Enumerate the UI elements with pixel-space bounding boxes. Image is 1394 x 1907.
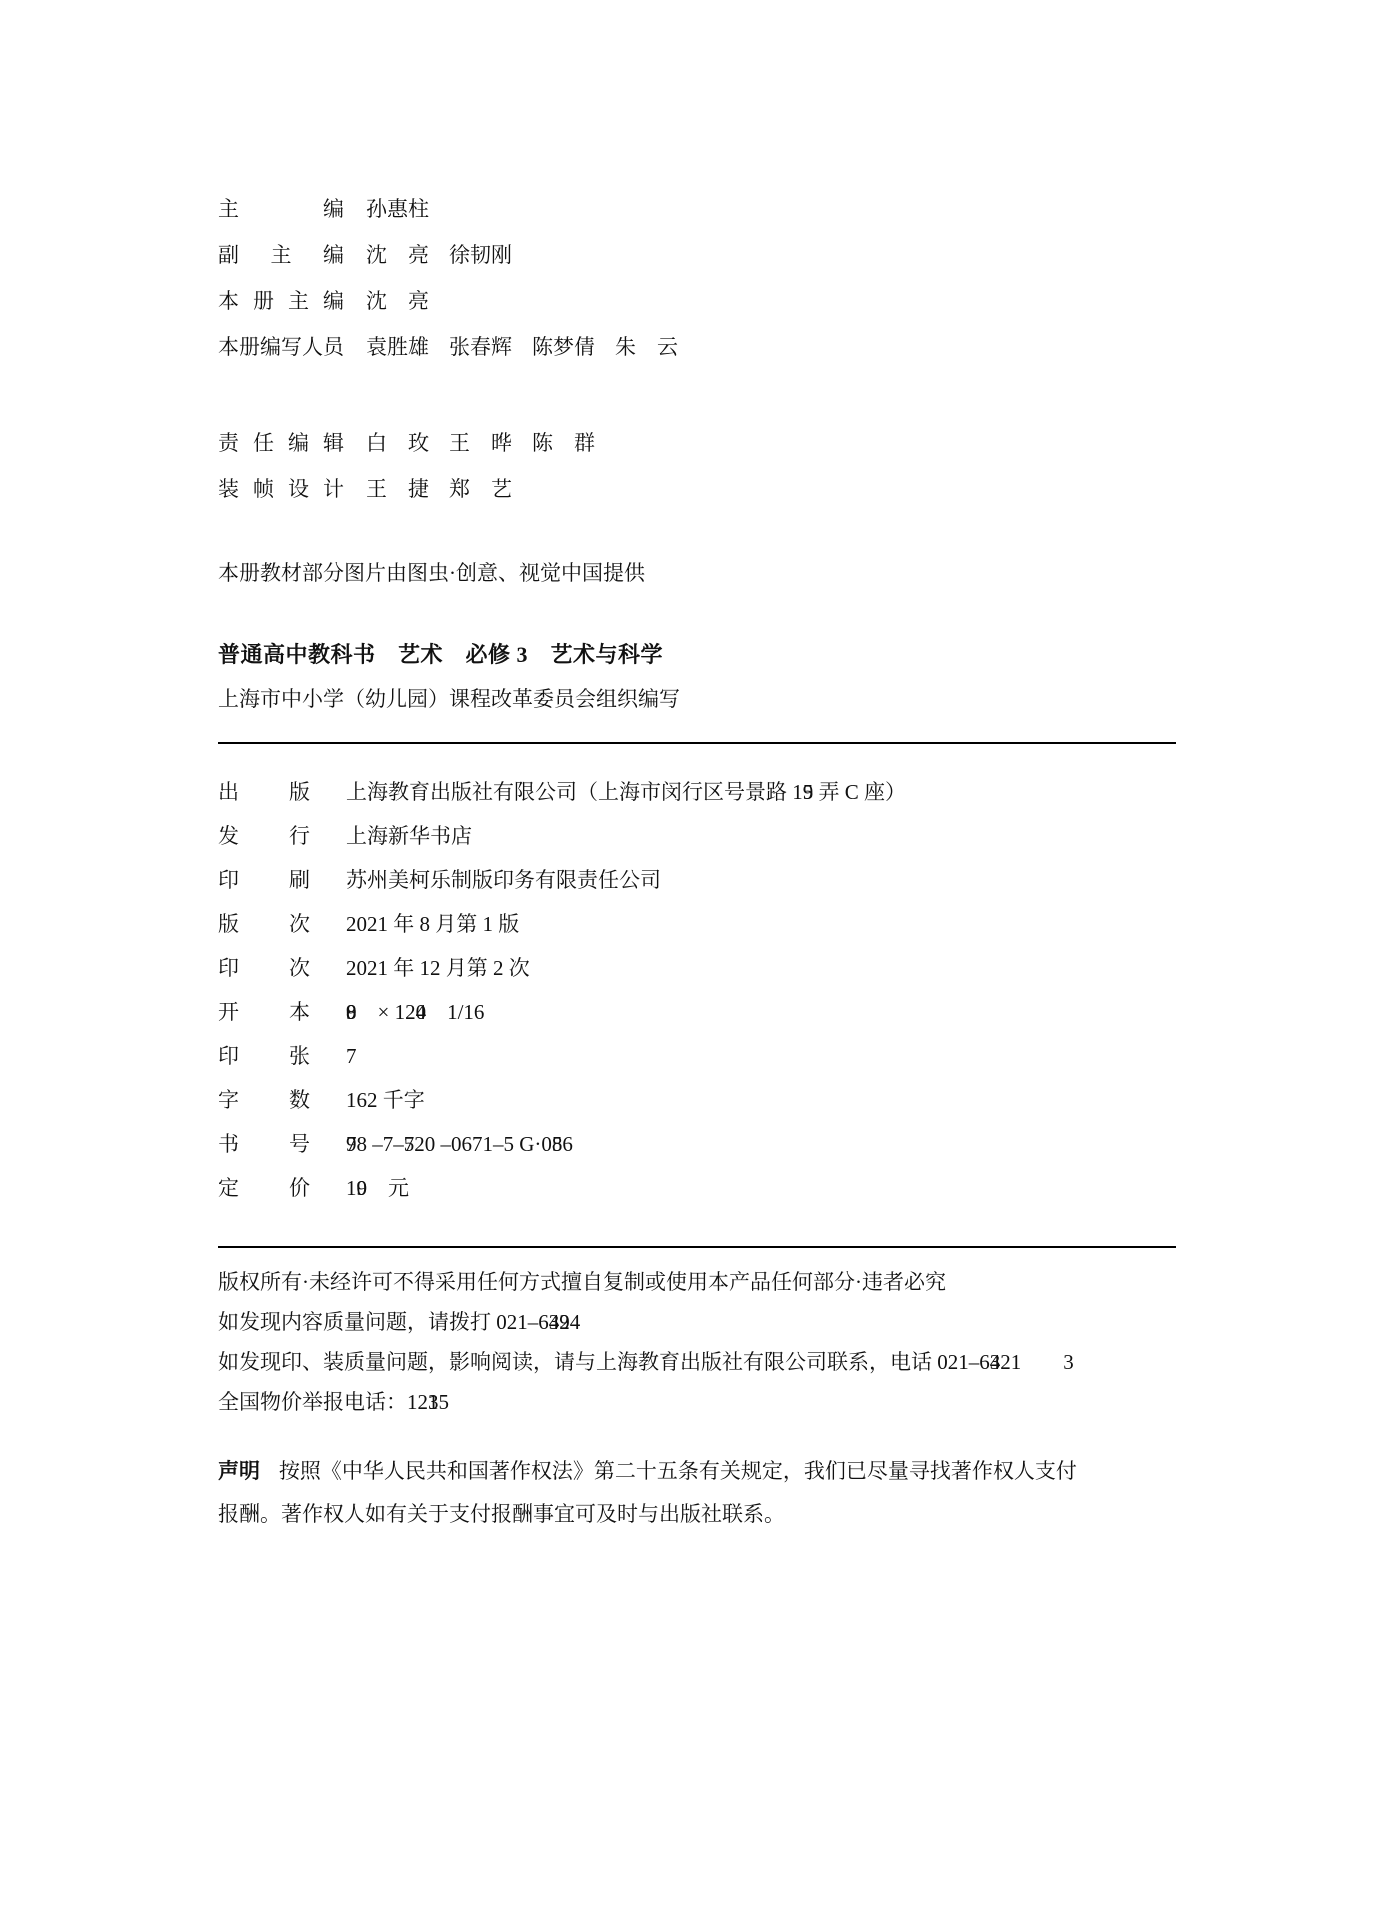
divider-top (218, 742, 1176, 744)
person-name: 沈 亮 (366, 243, 429, 267)
credit-label: 本册编写人员 (218, 335, 344, 359)
colophon-value (346, 868, 661, 892)
colophon-label: 开本 (218, 1000, 310, 1024)
text-segment: 2021 年 8 月第 1 版 (346, 912, 520, 936)
text-segment: 4 (569, 1310, 581, 1334)
text-segment: 21 (1000, 1350, 1022, 1374)
credit-label: 主编 (218, 197, 344, 221)
book-series-title: 普通高中教科书 艺术 必修 3 艺术与科学 (218, 642, 664, 667)
colophon-row (218, 1122, 1176, 1166)
colophon-row (218, 814, 1176, 858)
text-segment: 2021 年 12 月第 2 次 (346, 956, 530, 980)
credit-row (218, 324, 1176, 370)
declaration-text-1: 按照《中华人民共和国著作权法》第二十五条有关规定，我们已尽量寻找著作权人支付 (278, 1459, 1077, 1483)
copyright-notices-block (218, 1262, 1176, 1422)
text-segment: 162 千字 (346, 1088, 425, 1112)
colophon-value (346, 1044, 357, 1068)
editor-credits-block (218, 0, 1176, 370)
colophon-value (346, 780, 906, 804)
colophon-label: 印刷 (218, 868, 310, 892)
publication-info-block (218, 770, 1176, 1210)
credit-row (218, 232, 1176, 278)
colophon-label: 字数 (218, 1088, 310, 1112)
person-name: 郑 艺 (449, 477, 512, 501)
person-name: 张春辉 (449, 335, 512, 359)
declaration-line-1 (218, 1450, 1176, 1493)
notice-line (218, 1382, 1176, 1422)
credit-label: 本册主编 (218, 289, 344, 313)
person-name: 徐韧刚 (449, 243, 512, 267)
colophon-value (346, 912, 519, 936)
credit-names (366, 466, 532, 512)
text-segment: 全国物价举报电话：12 (218, 1390, 428, 1414)
colophon-label: 发行 (218, 824, 310, 848)
credit-label: 副主编 (218, 243, 344, 267)
colophon-row (218, 946, 1176, 990)
notice-line (218, 1262, 1176, 1302)
declaration-paragraph (218, 1450, 1176, 1536)
text-segment: 5 G·0 (503, 1132, 552, 1156)
declaration-label: 声明 (218, 1459, 260, 1483)
text-segment: 6 (562, 1132, 573, 1156)
curriculum-committee-line: 上海市中小学（幼儿园）课程改革委员会组织编写 (218, 687, 680, 711)
colophon-row (218, 990, 1176, 1034)
credit-row (218, 186, 1176, 232)
image-credit-line: 本册教材部分图片由图虫·创意、视觉中国提供 (218, 561, 645, 585)
person-name: 孙惠柱 (366, 197, 429, 221)
credit-names (366, 324, 698, 370)
person-name: 王 晔 (449, 431, 512, 455)
notice-line (218, 1342, 1176, 1382)
credit-names (366, 278, 449, 324)
credit-label: 责任编辑 (218, 431, 344, 455)
credit-names (366, 232, 532, 278)
colophon-label: 印张 (218, 1044, 310, 1068)
colophon-value (346, 1088, 425, 1112)
declaration-line-2: 报酬。著作权人如有关于支付报酬事宜可及时与出版社联系。 (218, 1502, 785, 1526)
credit-names (366, 186, 449, 232)
colophon-row (218, 902, 1176, 946)
colophon-label: 印次 (218, 956, 310, 980)
text-segment: 1 (346, 1176, 357, 1200)
colophon-row (218, 770, 1176, 814)
colophon-row (218, 858, 1176, 902)
staff-credits-block (218, 420, 1176, 512)
colophon-value (346, 1132, 573, 1156)
colophon-value (346, 824, 472, 848)
person-name: 陈 群 (532, 431, 595, 455)
text-segment: 上海新华书店 (346, 824, 472, 848)
text-segment: 如发现印、装质量问题，影响阅读，请与上海教育出版社有限公司联系，电话 021–6 (218, 1350, 990, 1374)
text-segment: 弄 C 座） (813, 780, 907, 804)
text-segment: 8 –7– (356, 1132, 404, 1156)
text-segment: × 12 (356, 1000, 416, 1024)
person-name: 陈梦倩 (532, 335, 595, 359)
colophon-row (218, 1166, 1176, 1210)
colophon-row (218, 1034, 1176, 1078)
text-segment: 上海教育出版社有限公司（上海市闵行区号景路 1 (346, 780, 803, 804)
divider-bottom (218, 1246, 1176, 1248)
person-name: 朱 云 (615, 335, 678, 359)
text-segment: 苏州美柯乐制版印务有限责任公司 (346, 868, 661, 892)
colophon-row (218, 1078, 1176, 1122)
person-name: 白 玫 (366, 431, 429, 455)
notice-line (218, 1302, 1176, 1342)
text-segment: 元 (367, 1176, 409, 1200)
credit-row (218, 420, 1176, 466)
colophon-label: 定价 (218, 1176, 310, 1200)
text-segment: 5 (438, 1390, 449, 1414)
person-name: 王 捷 (366, 477, 429, 501)
text-segment: 版权所有·未经许可不得采用任何方式擅自复制或使用本产品任何部分·违者必究 (218, 1270, 946, 1294)
text-segment: 1/16 (426, 1000, 485, 1024)
colophon-value (346, 1176, 409, 1200)
colophon-value (346, 1000, 484, 1024)
credit-names (366, 420, 615, 466)
colophon-label: 版次 (218, 912, 310, 936)
text-segment: 7 (346, 1044, 357, 1068)
credit-row (218, 278, 1176, 324)
person-name: 沈 亮 (366, 289, 429, 313)
credit-row (218, 466, 1176, 512)
credit-label: 装帧设计 (218, 477, 344, 501)
colophon-label: 书号 (218, 1132, 310, 1156)
colophon-value (346, 956, 530, 980)
person-name: 袁胜雄 (366, 335, 429, 359)
text-segment: 3 (1021, 1350, 1074, 1374)
colophon-label: 出版 (218, 780, 310, 804)
text-segment: 20 –0671– (414, 1132, 504, 1156)
text-segment: 如发现内容质量问题，请拨打 021–6 (218, 1310, 549, 1334)
